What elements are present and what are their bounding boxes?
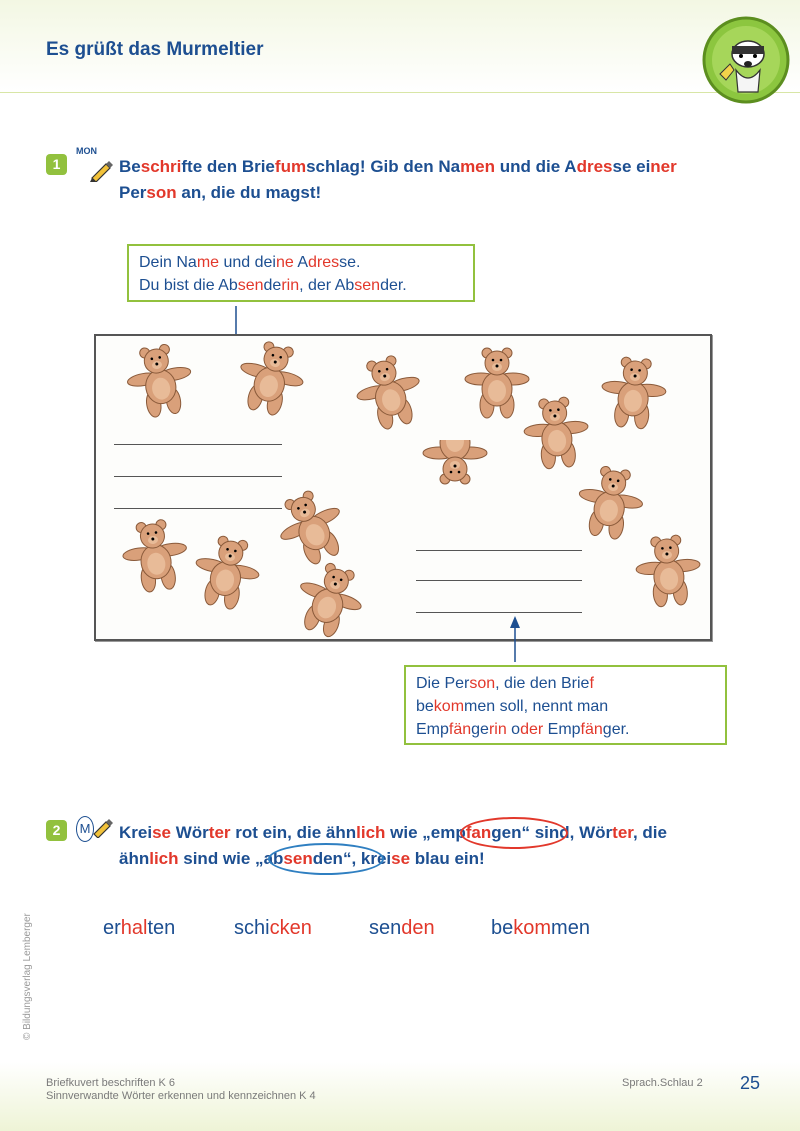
text-segment: de	[263, 277, 282, 294]
teddy-bear-icon	[300, 560, 370, 640]
text-segment: son	[146, 183, 177, 202]
text-segment: Du bist die Ab	[139, 277, 238, 294]
text-segment: hal	[120, 917, 148, 939]
text-segment: A	[293, 254, 309, 271]
page-number: 25	[740, 1073, 761, 1093]
task-number-2: 2	[46, 820, 67, 841]
footer-competency-1: Briefkuvert beschriften K 6	[46, 1077, 176, 1089]
text-segment: se	[391, 849, 411, 868]
text-segment: ter	[208, 823, 231, 842]
text-segment: rin	[281, 277, 300, 294]
text-segment: und die A	[495, 157, 577, 176]
sender-info-line1	[139, 251, 463, 274]
recipient-info-line3	[416, 718, 715, 741]
task2-instruction-line1	[119, 820, 667, 846]
text-segment: schri	[140, 157, 182, 176]
arrow-up-icon	[507, 614, 523, 664]
sender-address-line[interactable]	[114, 508, 282, 509]
task2-tag: M	[76, 816, 94, 842]
text-segment: rot ein, die ähn	[230, 823, 357, 842]
copyright-notice: © Bildungsverlag Lemberger	[22, 913, 33, 1040]
text-segment: ner	[650, 157, 677, 176]
text-segment: schlag! Gib den Na	[306, 157, 461, 176]
text-segment: blau ein!	[410, 849, 485, 868]
text-segment: sind wie „	[178, 849, 264, 868]
text-segment: rin	[488, 721, 507, 738]
text-segment: sen	[369, 917, 402, 939]
text-segment: be	[491, 917, 514, 939]
text-segment: emp	[430, 823, 466, 842]
text-segment: f	[274, 157, 281, 176]
text-segment: , die den Brie	[495, 675, 590, 692]
text-segment: se.	[339, 254, 361, 271]
text-segment: men	[551, 917, 590, 939]
text-segment: gen	[491, 823, 522, 842]
text-segment: Die Per	[416, 675, 470, 692]
text-segment: “, krei	[342, 849, 392, 868]
text-segment: ge	[471, 721, 489, 738]
text-segment: Per	[119, 183, 147, 202]
text-segment: an, die du magst!	[176, 183, 322, 202]
text-segment: ten	[147, 917, 176, 939]
text-segment: son	[469, 675, 496, 692]
word-bekommen[interactable]	[491, 917, 590, 940]
text-segment: Krei	[119, 823, 153, 842]
text-segment: dres	[308, 254, 340, 271]
text-segment: be	[416, 698, 434, 715]
red-circle-mark	[460, 817, 568, 849]
word-schicken[interactable]	[234, 917, 312, 940]
teddy-bear-icon	[122, 340, 192, 440]
recipient-address-line[interactable]	[416, 612, 582, 613]
text-segment: men soll, nennt man	[464, 698, 609, 715]
text-segment: fän	[580, 721, 603, 738]
text-segment: fän	[448, 721, 472, 738]
text-segment: Emp	[416, 721, 449, 738]
text-segment: ne	[275, 254, 294, 271]
text-segment: lich	[356, 823, 386, 842]
task1-tag: MON	[76, 146, 97, 156]
text-segment: schi	[234, 917, 270, 939]
footer-competency-2: Sinnverwandte Wörter erkennen und kennzeichnen K 4	[46, 1090, 316, 1102]
teddy-bear-icon	[118, 515, 188, 615]
text-segment: ähn	[119, 849, 150, 868]
text-segment: den	[312, 849, 343, 868]
text-segment: “ sind, Wör	[521, 823, 613, 842]
text-segment: um	[280, 157, 307, 176]
text-segment: se	[152, 823, 171, 842]
text-segment: und dei	[219, 254, 276, 271]
page-title: Es grüßt das Murmeltier	[46, 39, 264, 60]
blue-circle-mark	[268, 843, 384, 875]
text-segment: sen	[237, 277, 264, 294]
text-segment: , die	[632, 823, 667, 842]
task1-marker	[74, 146, 116, 184]
sender-address-line[interactable]	[114, 476, 282, 477]
sender-address-line[interactable]	[114, 444, 282, 445]
text-segment: dres	[576, 157, 613, 176]
text-segment: kom	[433, 698, 465, 715]
text-segment: , der Ab	[299, 277, 355, 294]
text-segment: den	[401, 917, 435, 939]
word-senden[interactable]	[369, 917, 435, 940]
text-segment: Emp	[543, 721, 581, 738]
sender-info-box	[127, 244, 475, 302]
text-segment: lich	[149, 849, 179, 868]
text-segment: se ei	[612, 157, 651, 176]
text-segment: sen	[283, 849, 313, 868]
text-segment: Dein Na	[139, 254, 197, 271]
text-segment: der	[520, 721, 544, 738]
text-segment: Be	[119, 157, 141, 176]
text-segment: ger.	[602, 721, 630, 738]
text-segment: er	[103, 917, 121, 939]
teddy-bear-icon	[600, 352, 670, 452]
recipient-address-line[interactable]	[416, 580, 582, 581]
text-segment: fan	[465, 823, 492, 842]
text-segment: sen	[354, 277, 381, 294]
text-segment: wie „	[385, 823, 431, 842]
teddy-bear-icon	[240, 338, 310, 438]
recipient-info-line1	[416, 672, 715, 695]
pencil-icon	[88, 156, 114, 182]
text-segment: o	[506, 721, 521, 738]
task1-instruction-line2	[119, 180, 321, 206]
pencil-icon	[92, 816, 116, 838]
teddy-bear-icon	[632, 530, 702, 630]
teddy-bear-icon	[195, 532, 265, 632]
task1-instruction-line1	[119, 154, 677, 180]
sender-info-line2	[139, 274, 463, 297]
task-number-1: 1	[46, 154, 67, 175]
marmot-mascot-icon	[700, 14, 792, 106]
task2-marker	[74, 814, 116, 846]
text-segment: ter	[612, 823, 633, 842]
text-segment: ab	[263, 849, 284, 868]
text-segment: Wör	[171, 823, 209, 842]
text-segment: me	[196, 254, 220, 271]
text-segment: cken	[269, 917, 312, 939]
text-segment: kom	[513, 917, 552, 939]
text-segment: men	[460, 157, 496, 176]
text-segment: fte den Brie	[181, 157, 275, 176]
recipient-address-line[interactable]	[416, 550, 582, 551]
recipient-info-box	[404, 665, 727, 745]
footer-book-title: Sprach.Schlau 2	[622, 1077, 703, 1089]
text-segment: der.	[380, 277, 407, 294]
text-segment: f	[589, 675, 594, 692]
teddy-bear-icon	[350, 352, 420, 452]
teddy-bear-icon	[420, 440, 490, 540]
recipient-info-line2	[416, 695, 715, 718]
word-erhalten[interactable]	[103, 917, 175, 940]
